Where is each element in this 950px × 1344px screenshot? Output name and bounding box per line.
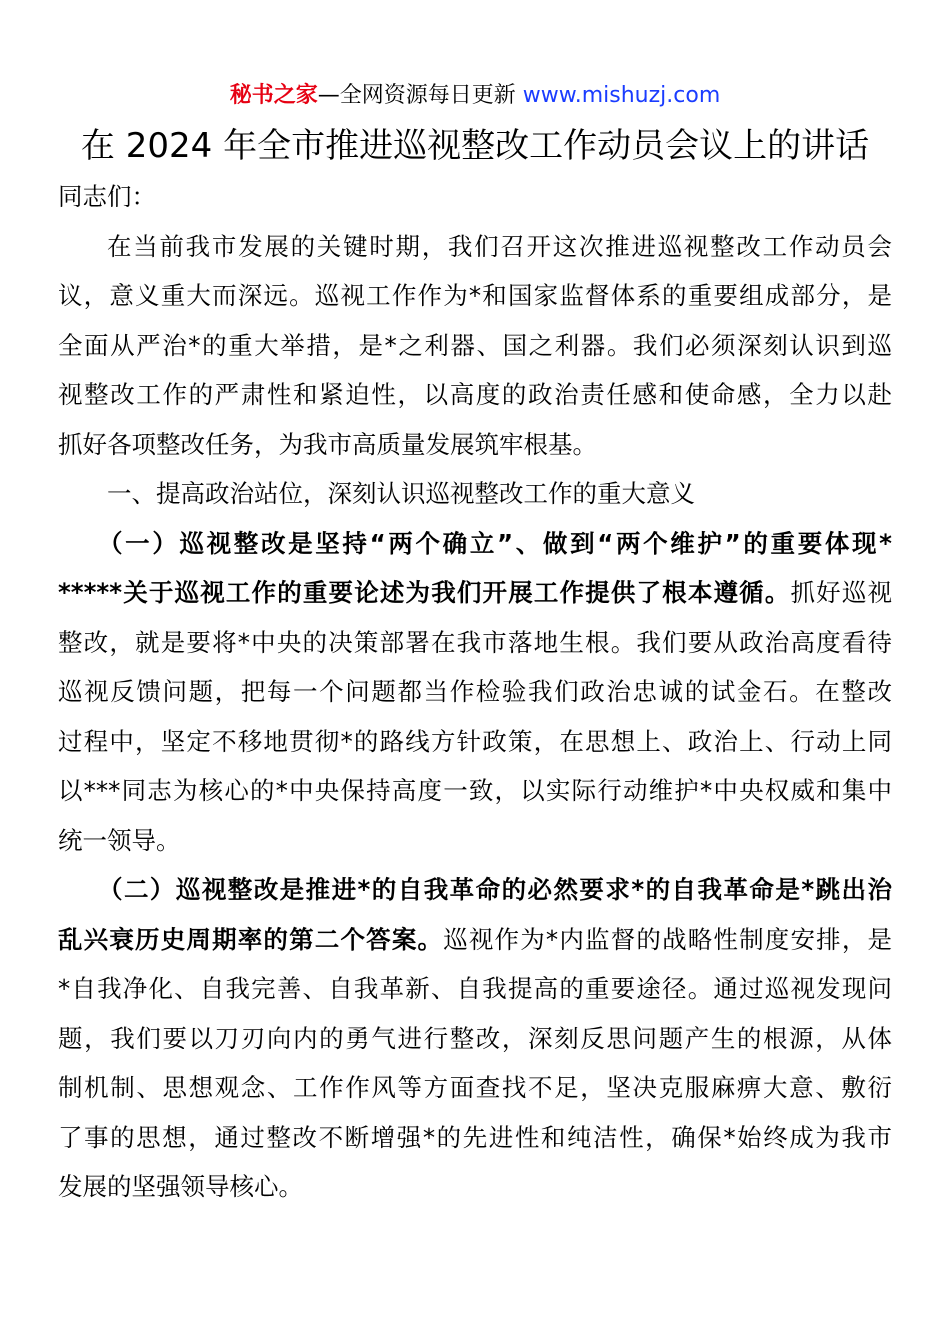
paragraph-line: 巡视反馈问题，把每一个问题都当作检验我们政治忠诚的试金石。在整改 xyxy=(58,677,892,706)
site-url-link[interactable]: www.mishuzj.com xyxy=(522,83,721,108)
paragraph-line: 在当前我市发展的关键时期，我们召开这次推进巡视整改工作动员会 xyxy=(107,231,892,261)
paragraph-line: 抓好各项整改任务，为我市高质量发展筑牢根基。 xyxy=(58,429,597,459)
paragraph-text: 抓好巡视 xyxy=(790,578,893,607)
salutation: 同志们： xyxy=(58,182,156,211)
paragraph-line: 题，我们要以刀刃向内的勇气进行整改，深刻反思问题产生的根源，从体 xyxy=(58,1023,892,1053)
site-tagline: —全网资源每日更新 xyxy=(317,83,516,108)
site-name: 秘书之家 xyxy=(229,83,318,108)
paragraph-line: 制机制、思想观念、工作作风等方面查找不足，坚决克服麻痹大意、敷衍 xyxy=(58,1073,892,1102)
subsection-heading: （二）巡视整改是推进*的自我革命的必然要求*的自我革命是*跳出治 xyxy=(98,875,892,904)
bold-lead-text: *****关于巡视工作的重要论述为我们开展工作提供了根本遵循。 xyxy=(58,578,791,607)
section-heading: 一、提高政治站位，深刻认识巡视整改工作的重大意义 xyxy=(107,479,695,508)
paragraph-line xyxy=(58,915,892,965)
document-body xyxy=(58,172,892,1212)
paragraph-line: 发展的坚强领导核心。 xyxy=(58,1172,303,1201)
paragraph-text: 巡视作为*内监督的战略性制度安排，是 xyxy=(443,924,893,954)
site-header xyxy=(0,80,950,112)
paragraph-line: 议，意义重大而深远。巡视工作作为*和国家监督体系的重要组成部分，是 xyxy=(58,281,892,310)
paragraph-line: 整改，就是要将*中央的决策部署在我市落地生根。我们要从政治高度看待 xyxy=(58,627,892,657)
paragraph-line: 视整改工作的严肃性和紧迫性，以高度的政治责任感和使命感，全力以赴 xyxy=(58,380,892,409)
bold-lead-text: 乱兴衰历史周期率的第二个答案。 xyxy=(58,924,444,954)
paragraph-line xyxy=(58,568,892,618)
paragraph-line: *自我净化、自我完善、自我革新、自我提高的重要途径。通过巡视发现问 xyxy=(58,974,892,1003)
paragraph-line: 统一领导。 xyxy=(58,825,181,855)
subsection-heading: （一）巡视整改是坚持“两个确立”、做到“两个维护”的重要体现* xyxy=(98,528,892,558)
paragraph-line: 过程中，坚定不移地贯彻*的路线方针政策，在思想上、政治上、行动上同 xyxy=(58,726,892,756)
paragraph-line: 全面从严治*的重大举措，是*之利器、国之利器。我们必须深刻认识到巡 xyxy=(58,330,892,360)
paragraph-line: 以***同志为核心的*中央保持高度一致，以实际行动维护*中央权威和集中 xyxy=(58,776,892,805)
document-title: 在 2024 年全市推进巡视整改工作动员会议上的讲话 xyxy=(80,126,870,166)
paragraph-line: 了事的思想，通过整改不断增强*的先进性和纯洁性，确保*始终成为我市 xyxy=(58,1122,892,1152)
